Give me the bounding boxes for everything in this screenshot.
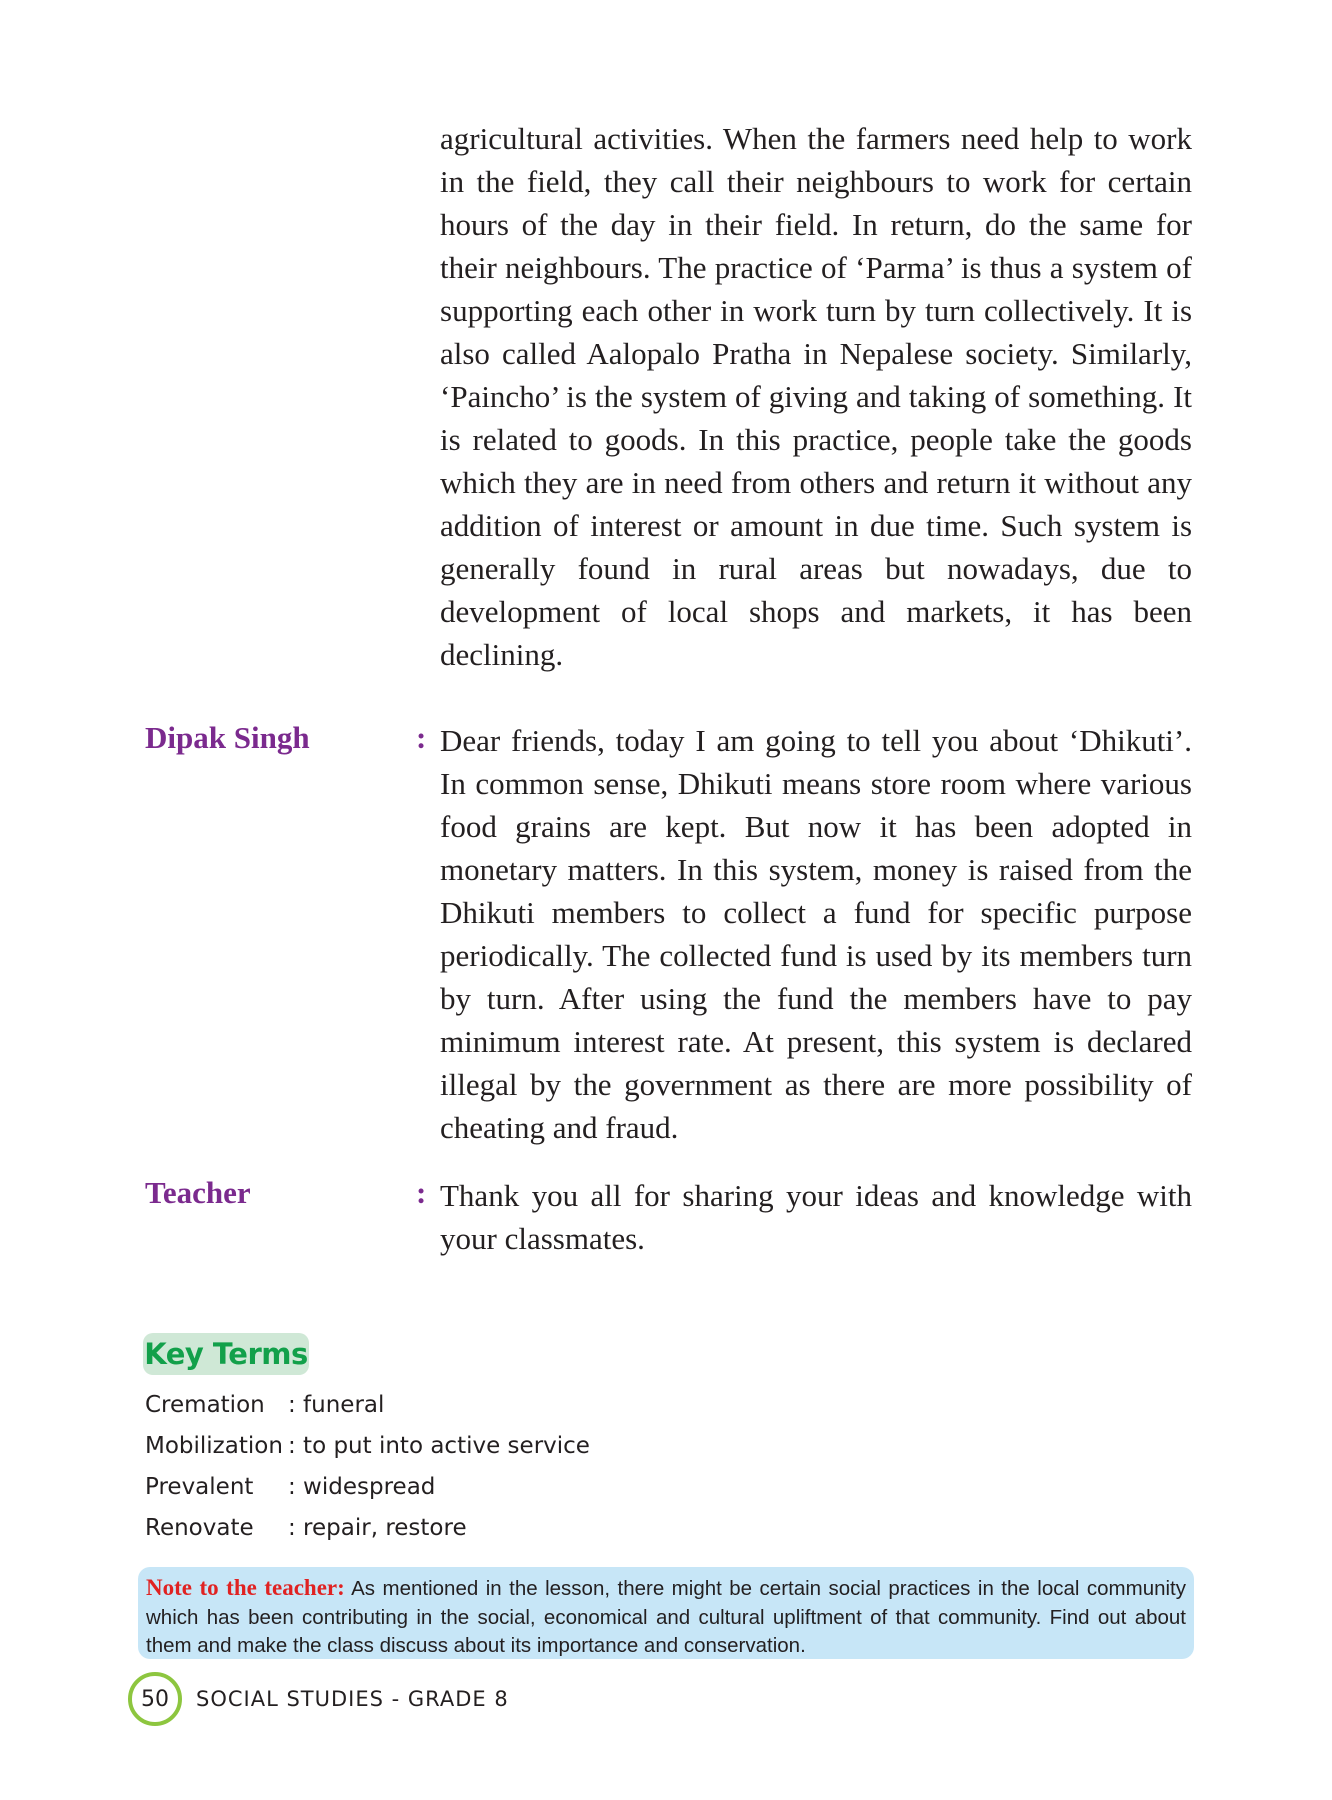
text-line: work in the field, they call their neighbours to work [440,121,1192,199]
text-line: agricultural activities. When the farmers need help to [440,121,1118,156]
text-line: interest or amount in due time. Such system is generally [440,508,1193,586]
definition: : widespread [288,1473,436,1500]
text-line: is thus a system of supporting each other in work turn [440,250,1192,328]
text-line: local shops and markets, it has been declining. [440,594,1192,672]
term: Prevalent [145,1473,254,1500]
note-to-teacher-box [138,1567,1194,1659]
text-line: the Dhikuti members to collect a fund for specific purpose [440,852,1193,930]
book-title: SOCIAL STUDIES - GRADE 8 [196,1687,509,1711]
text-line: In common sense, Dhikuti means store room where [440,766,1092,801]
definition: : funeral [288,1391,385,1418]
speaker-name: Teacher [145,1175,251,1210]
text-line: cheating and fraud. [440,1110,679,1145]
text-line: Dear friends, today I am going to tell you about ‘Dhikuti’. [440,723,1192,758]
key-terms-list [145,1384,590,1548]
text-line: need from others and return it without any addition of [440,465,1192,543]
definition: : to put into active service [288,1432,590,1459]
text-line: In this practice, people take the goods which they are in [440,422,1192,500]
text-line: various food grains are kept. But now it has been adopted [440,766,1192,844]
speaker-colon: : [416,1175,427,1210]
note-text: As mentioned in the lesson, there might be certain social practices in the local community which has been contributing in the social, economical and cultural upliftment of that community. Find out about them and make the class discuss about its importance and conservation. [146,1577,1186,1657]
key-terms-heading: Key Terms [143,1333,309,1375]
key-term-row [145,1425,590,1466]
text-line: the same for their neighbours. The practice of ‘Parma’ [440,207,1193,285]
key-term-row [145,1466,590,1507]
term: Cremation [145,1391,265,1418]
speaker-name: Dipak Singh [145,720,310,755]
term: Renovate [145,1514,254,1541]
text-line: periodically. The collected fund is used by its members [440,938,1134,973]
text-line: in monetary matters. In this system, money is raised from [440,809,1193,887]
page-number: 50 [128,1672,182,1726]
page-footer [128,1672,509,1726]
note-label: Note to the teacher: [146,1575,345,1600]
text-line: giving and taking of something. It is related to goods. [440,379,1192,457]
text-line: for certain hours of the day in their field. In return, do [440,164,1192,242]
text-line: turn by turn. After using the fund the members have to pay [440,938,1193,1016]
key-term-row [145,1507,590,1548]
term: Mobilization [145,1432,283,1459]
dialogue-text [440,1174,1192,1260]
text-line: illegal by the government as there are more possibility of [440,1067,1192,1102]
text-line: your classmates. [440,1221,645,1256]
text-line: Nepalese society. Similarly, ‘Paincho’ is the system of [440,336,1192,414]
text-line: by turn collectively. It is also called Aalopalo Pratha in [440,293,1193,371]
intro-paragraph [440,117,1192,676]
text-line: found in rural areas but nowadays, due to development of [440,551,1192,629]
speaker-colon: : [416,720,427,755]
text-line: Thank you all for sharing your ideas and knowledge with [440,1178,1192,1213]
text-line: minimum interest rate. At present, this system is declared [440,1024,1192,1059]
definition: : repair, restore [288,1514,467,1541]
dialogue-text [440,719,1192,1149]
key-term-row [145,1384,590,1425]
